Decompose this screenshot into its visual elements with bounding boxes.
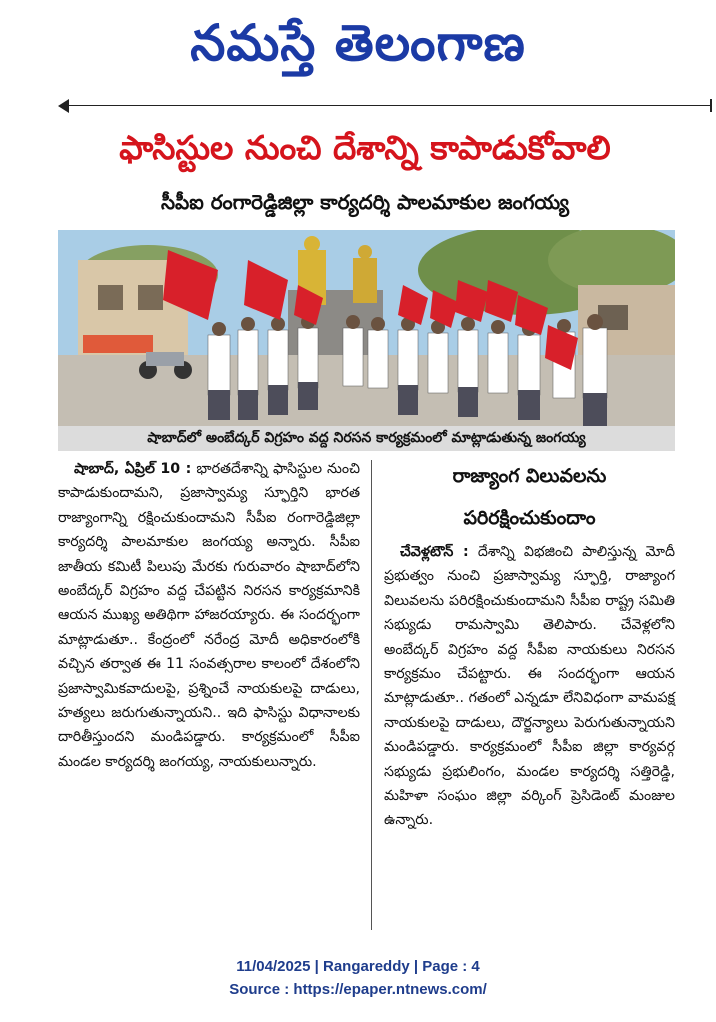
right-body-text: దేశాన్ని విభజించి పాలిస్తున్న మోదీ ప్రభుత్వం నుంచి ప్రజాస్వామ్య స్ఫూర్తి, రాజ్యాంగ విలువలను పరిరక్షించుకుందామని సీపీఐ రాష్ట్ర సమితి సభ్యుడు రామస్వామి తెలిపారు. చేవెళ్లలోని అంబేద్కర్‌ విగ్రహం వద్ద సీపీఐ నాయకులు నిరసన కార్యక్రమం చేపట్టారు. ఈ సందర్భంగా ఆయన మాట్లాడుతూ.. గతంలో ఎన్నడూ లేనివిధంగా వామపక్ష నాయకులపై దాడులు, దౌర్జన్యాలు పెరుగుతున్నాయని మండిపడ్డారు. కార్యక్రమంలో సీపీఐ జిల్లా కార్యవర్గ సభ్యుడు ప్రభులింగం, మండల కార్యదర్శి సత్తిరెడ్డి, మహిళా సంఘం జిల్లా వర్కింగ్‌ ప్రెసిడెంట్‌ మంజుల ఉన్నారు. bbox=[384, 544, 675, 829]
article-headline: ఫాసిస్టుల నుంచి దేశాన్ని కాపాడుకోవాలి bbox=[119, 128, 611, 167]
footer-date-line: 11/04/2025 | Rangareddy | Page : 4 bbox=[236, 958, 480, 975]
article-subhead: సీపీఐ రంగారెడ్డిజిల్లా కార్యదర్శి పాలమాకుల జంగయ్య bbox=[160, 190, 570, 214]
header-rule bbox=[66, 105, 711, 106]
masthead-logo: నమస్తే తెలంగాణ bbox=[190, 13, 526, 72]
rule-end-mark bbox=[710, 99, 712, 112]
column-divider bbox=[371, 460, 372, 930]
right-column-article bbox=[384, 540, 675, 833]
right-heading-line2: పరిరక్షించుకుందాం bbox=[463, 507, 596, 529]
article-photo bbox=[58, 230, 675, 426]
right-dateline: చేవెళ్లటౌన్‌ : bbox=[400, 544, 469, 560]
left-column-article bbox=[58, 457, 360, 774]
arrow-left-icon bbox=[58, 99, 69, 113]
right-heading-line1: రాజ్యాంగ విలువలను bbox=[452, 465, 607, 487]
photo-caption: షాబాద్‌లో అంబేద్కర్‌ విగ్రహం వద్ద నిరసన కార్యక్రమంలో మాట్లాడుతున్న జంగయ్య bbox=[58, 426, 675, 451]
left-dateline: షాబాద్‌, ఏప్రిల్‌ 10 : bbox=[74, 461, 192, 477]
footer-source-line: Source : https://epaper.ntnews.com/ bbox=[229, 981, 487, 998]
left-body-text: భారతదేశాన్ని ఫాసిస్టుల నుంచి కాపాడుకుందామని, ప్రజాస్వామ్య స్ఫూర్తిని భారత రాజ్యాంగాన్ని రక్షించుకుందామని సీపీఐ రంగారెడ్డిజిల్లా కార్యదర్శి పాలమాకుల జంగయ్య అన్నారు. సీపీఐ జాతీయ కమిటీ పిలుపు మేరకు గురువారం షాబాద్‌లోని అంబేద్కర్‌ విగ్రహం వద్ద చేపట్టిన నిరసన కార్యక్రమానికి ఆయన ముఖ్య అతిథిగా హాజరయ్యారు. ఈ సందర్భంగా మాట్లాడుతూ.. కేంద్రంలో నరేంద్ర మోదీ అధికారంలోకి వచ్చిన తర్వాత ఈ 11 సంవత్సరాల కాలంలో దేశంలోని ప్రజాస్వామికవాదులపై, ప్రశ్నించే నాయకులపై దాడులు, హత్యలు జరుగుతున్నాయని.. ఇది ఫాసిస్టు విధానాలకు దారితీస్తుందని మండిపడ్డారు. కార్యక్రమంలో సీపీఐ మండల కార్యదర్శి జంగయ్య, నాయకులున్నారు. bbox=[58, 461, 360, 770]
